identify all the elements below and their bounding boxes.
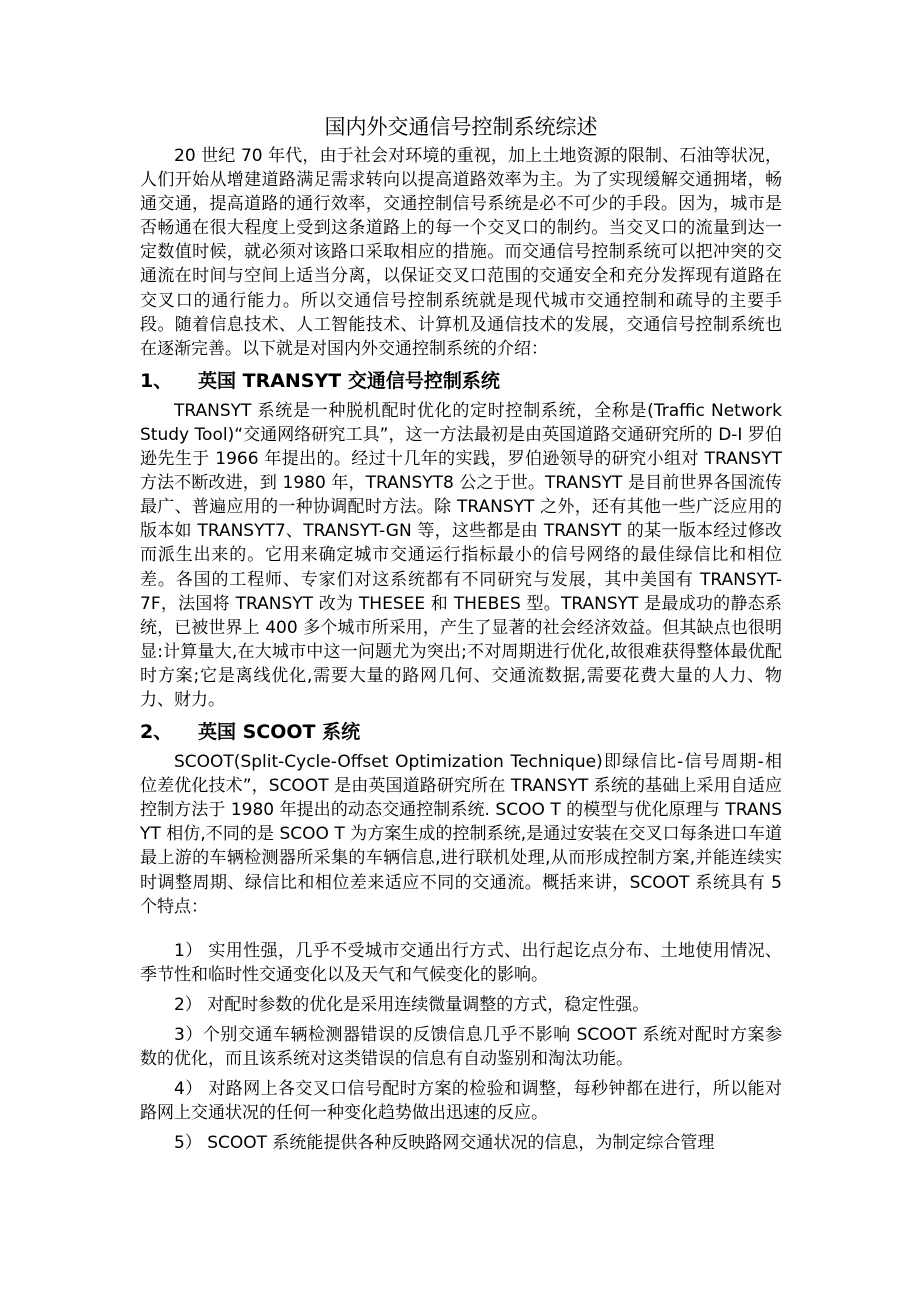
document-title: 国内外交通信号控制系统综述 — [324, 115, 598, 139]
section-2-number: 2、 — [140, 721, 173, 744]
spacer — [140, 919, 782, 939]
feature-item-5: 5） SCOOT 系统能提供各种反映路网交通状况的信息，为制定综合管理 — [174, 1133, 715, 1154]
intro-paragraph: 20 世纪 70 年代，由于社会对环境的重视，加上土地资源的限制、石油等状况，人们开始从增建道路满足需求转向以提高道路效率为主。为了实现缓解交通拥堵，畅通交通，提高道路的通行效率，交通控制信号系统是必不可少的手段。因为，城市是否畅通在很大程度上受到这条道路上的每一个交叉口的制约。当交叉口的流量到达一定数值时候，就必须对该路口采取相应的措施。而交通信号控制系统可以把冲突的交通流在时间与空间上适当分离，以保证交叉口范围的交通安全和充分发挥现有道路在交叉口的通行能力。所以交通信号控制系统就是现代城市交通控制和疏导的主要手段。随着信息技术、人工智能技术、计算机及通信技术的发展，交通信号控制系统也在逐渐完善。以下就是对国内外交通控制系统的介绍： — [140, 146, 782, 359]
section-1-heading — [140, 367, 782, 395]
section-1-number: 1、 — [140, 369, 173, 392]
section-2-heading — [140, 718, 782, 746]
feature-item-3: 3）个别交通车辆检测器错误的反馈信息几乎不影响 SCOOT 系统对配时方案参数的优化，而且该系统对这类错误的信息有自动鉴别和淘汰功能。 — [140, 1025, 782, 1070]
feature-item-1: 1） 实用性强，几乎不受城市交通出行方式、出行起讫点分布、土地使用情况、季节性和临时性交通变化以及天气和气候变化的影响。 — [140, 940, 782, 985]
feature-item-4: 4） 对路网上各交叉口信号配时方案的检验和调整，每秒钟都在进行，所以能对路网上交通状况的任何一种变化趋势做出迅速的反应。 — [140, 1079, 782, 1124]
document-page — [140, 112, 782, 1161]
section-2-body: SCOOT(Split-Cycle-Offset Optimization Technique)即绿信比-信号周期-相位差优化技术”，SCOOT 是由英国道路研究所在 TRANSYT 系统的基础上采用自适应控制方法于 1980 年提出的动态交通控制系统. SCOO T 的模型与优化原理与 TRANS YT 相仿,不同的是 SCOO T 为方案生成的控制系统,是通过安装在交叉口每条进口车道最上游的车辆检测器所采集的车辆信息,进行联机处理,从而形成控制方案,并能连续实时调整周期、绿信比和相位差来适应不同的交通流。概括来讲，SCOOT 系统具有 5 个特点： — [140, 752, 782, 917]
feature-item-2: 2） 对配时参数的优化是采用连续微量调整的方式，稳定性强。 — [174, 994, 650, 1015]
section-1-body: TRANSYT 系统是一种脱机配时优化的定时控制系统，全称是(Traffic Network Study Tool)“交通网络研究工具”，这一方法最初是由英国道路交通研究所的 D-I 罗伯逊先生于 1966 年提出的。经过十几年的实践，罗伯逊领导的研究小组对 TRANSYT 方法不断改进，到 1980 年，TRANSYT8 公之于世。TRANSYT 是目前世界各国流传最广、普遍应用的一种协调配时方法。除 TRANSYT 之外，还有其他一些广泛应用的版本如 TRANSYT7、TRANSYT-GN 等，这些都是由 TRANSYT 的某一版本经过修改而派生出来的。它用来确定城市交通运行指标最小的信号网络的最佳绿信比和相位差。各国的工程师、专家们对这系统都有不同研究与发展，其中美国有 TRANSYT-7F，法国将 TRANSYT 改为 THESEE 和 THEBES 型。TRANSYT 是最成功的静态系统，已被世界上 400 多个城市所采用，产生了显著的社会经济效益。但其缺点也很明显:计算量大,在大城市中这一问题尤为突出;不对周期进行优化,故很难获得整体最优配时方案;它是离线优化,需要大量的路网几何、交通流数据,需要花费大量的人力、物力、财力。 — [140, 400, 782, 710]
section-1-title: 英国 TRANSYT 交通信号控制系统 — [198, 369, 500, 392]
section-2-title: 英国 SCOOT 系统 — [198, 721, 361, 744]
